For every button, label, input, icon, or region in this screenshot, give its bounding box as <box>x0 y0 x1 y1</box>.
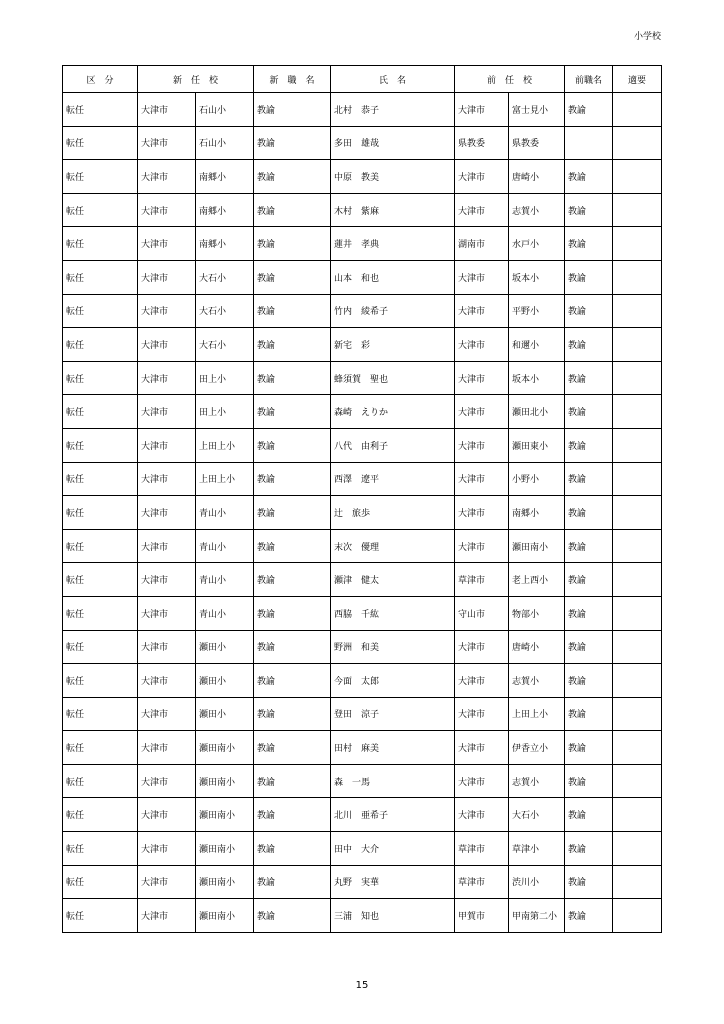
cell-prev-school: 上田上小 <box>509 697 565 731</box>
cell-prev-city: 大津市 <box>455 260 509 294</box>
cell-kubun: 転任 <box>63 596 138 630</box>
cell-new-position: 教諭 <box>254 731 331 765</box>
cell-new-position: 教諭 <box>254 563 331 597</box>
cell-prev-city: 草津市 <box>455 865 509 899</box>
cell-new-school: 石山小 <box>196 93 254 127</box>
header-new-position: 新 職 名 <box>254 66 331 93</box>
cell-prev-city: 大津市 <box>455 462 509 496</box>
cell-name: 登田 涼子 <box>331 697 455 731</box>
cell-prev-city: 大津市 <box>455 160 509 194</box>
cell-prev-position: 教諭 <box>565 764 613 798</box>
cell-name: 八代 由利子 <box>331 428 455 462</box>
cell-new-school: 南郷小 <box>196 227 254 261</box>
cell-prev-city: 大津市 <box>455 764 509 798</box>
cell-new-city: 大津市 <box>138 361 196 395</box>
cell-new-city: 大津市 <box>138 596 196 630</box>
cell-kubun: 転任 <box>63 798 138 832</box>
cell-new-school: 大石小 <box>196 294 254 328</box>
cell-new-school: 瀬田南小 <box>196 798 254 832</box>
cell-prev-city: 大津市 <box>455 664 509 698</box>
header-kubun: 区 分 <box>63 66 138 93</box>
cell-prev-position: 教諭 <box>565 395 613 429</box>
cell-prev-city: 大津市 <box>455 731 509 765</box>
cell-prev-position: 教諭 <box>565 664 613 698</box>
cell-name: 末次 優理 <box>331 529 455 563</box>
cell-new-school: 瀬田小 <box>196 630 254 664</box>
cell-note <box>613 630 662 664</box>
table-row <box>63 764 662 798</box>
cell-note <box>613 428 662 462</box>
cell-new-position: 教諭 <box>254 798 331 832</box>
cell-prev-school: 甲南第二小 <box>509 899 565 933</box>
cell-new-position: 教諭 <box>254 664 331 698</box>
cell-prev-position: 教諭 <box>565 731 613 765</box>
cell-new-school: 上田上小 <box>196 428 254 462</box>
cell-prev-city: 甲賀市 <box>455 899 509 933</box>
cell-new-position: 教諭 <box>254 193 331 227</box>
cell-name: 辻 旅歩 <box>331 496 455 530</box>
cell-new-school: 瀬田南小 <box>196 832 254 866</box>
cell-prev-city: 大津市 <box>455 93 509 127</box>
cell-new-position: 教諭 <box>254 596 331 630</box>
cell-note <box>613 596 662 630</box>
cell-new-school: 瀬田南小 <box>196 865 254 899</box>
cell-kubun: 転任 <box>63 361 138 395</box>
cell-prev-city: 草津市 <box>455 832 509 866</box>
cell-prev-position: 教諭 <box>565 697 613 731</box>
cell-prev-position: 教諭 <box>565 798 613 832</box>
table-header-row <box>63 66 662 93</box>
cell-name: 丸野 実華 <box>331 865 455 899</box>
table-row <box>63 496 662 530</box>
cell-new-city: 大津市 <box>138 764 196 798</box>
cell-prev-school: 老上西小 <box>509 563 565 597</box>
cell-new-city: 大津市 <box>138 630 196 664</box>
cell-prev-position: 教諭 <box>565 93 613 127</box>
cell-new-city: 大津市 <box>138 395 196 429</box>
cell-prev-city: 大津市 <box>455 630 509 664</box>
cell-name: 新宅 彩 <box>331 328 455 362</box>
cell-new-position: 教諭 <box>254 361 331 395</box>
cell-name: 中原 教美 <box>331 160 455 194</box>
cell-new-position: 教諭 <box>254 764 331 798</box>
cell-new-position: 教諭 <box>254 697 331 731</box>
table-row <box>63 798 662 832</box>
cell-new-position: 教諭 <box>254 899 331 933</box>
cell-new-city: 大津市 <box>138 697 196 731</box>
cell-new-school: 大石小 <box>196 328 254 362</box>
cell-name: 瀬津 健太 <box>331 563 455 597</box>
cell-name: 森崎 えりか <box>331 395 455 429</box>
cell-prev-city: 守山市 <box>455 596 509 630</box>
cell-new-city: 大津市 <box>138 260 196 294</box>
cell-new-position: 教諭 <box>254 428 331 462</box>
cell-kubun: 転任 <box>63 731 138 765</box>
cell-note <box>613 160 662 194</box>
cell-name: 竹内 綾希子 <box>331 294 455 328</box>
cell-note <box>613 731 662 765</box>
cell-note <box>613 697 662 731</box>
cell-kubun: 転任 <box>63 563 138 597</box>
table-row <box>63 529 662 563</box>
cell-name: 田中 大介 <box>331 832 455 866</box>
cell-name: 森 一馬 <box>331 764 455 798</box>
cell-new-position: 教諭 <box>254 832 331 866</box>
cell-prev-school: 瀬田南小 <box>509 529 565 563</box>
personnel-transfer-table <box>62 65 662 933</box>
cell-new-position: 教諭 <box>254 260 331 294</box>
cell-kubun: 転任 <box>63 832 138 866</box>
cell-new-school: 青山小 <box>196 596 254 630</box>
cell-note <box>613 462 662 496</box>
cell-new-school: 瀬田小 <box>196 664 254 698</box>
cell-kubun: 転任 <box>63 328 138 362</box>
cell-prev-school: 水戸小 <box>509 227 565 261</box>
cell-new-city: 大津市 <box>138 664 196 698</box>
cell-new-school: 南郷小 <box>196 193 254 227</box>
cell-prev-school: 渋川小 <box>509 865 565 899</box>
cell-kubun: 転任 <box>63 462 138 496</box>
cell-prev-school: 坂本小 <box>509 361 565 395</box>
cell-new-school: 南郷小 <box>196 160 254 194</box>
cell-kubun: 転任 <box>63 697 138 731</box>
cell-new-city: 大津市 <box>138 731 196 765</box>
cell-prev-school: 唐崎小 <box>509 630 565 664</box>
cell-prev-position: 教諭 <box>565 227 613 261</box>
cell-prev-position: 教諭 <box>565 193 613 227</box>
table-row <box>63 160 662 194</box>
cell-new-city: 大津市 <box>138 462 196 496</box>
cell-new-school: 石山小 <box>196 126 254 160</box>
cell-new-city: 大津市 <box>138 563 196 597</box>
cell-prev-school: 南郷小 <box>509 496 565 530</box>
cell-note <box>613 227 662 261</box>
cell-prev-position: 教諭 <box>565 462 613 496</box>
cell-name: 今面 太郎 <box>331 664 455 698</box>
cell-note <box>613 563 662 597</box>
cell-note <box>613 899 662 933</box>
cell-kubun: 転任 <box>63 160 138 194</box>
cell-prev-school: 小野小 <box>509 462 565 496</box>
cell-prev-position: 教諭 <box>565 596 613 630</box>
cell-new-city: 大津市 <box>138 832 196 866</box>
cell-prev-city: 大津市 <box>455 496 509 530</box>
cell-new-city: 大津市 <box>138 93 196 127</box>
table-body <box>63 93 662 933</box>
cell-prev-school: 坂本小 <box>509 260 565 294</box>
cell-new-school: 瀬田小 <box>196 697 254 731</box>
cell-prev-city: 湖南市 <box>455 227 509 261</box>
cell-new-position: 教諭 <box>254 462 331 496</box>
cell-prev-school: 物部小 <box>509 596 565 630</box>
cell-note <box>613 832 662 866</box>
table-row <box>63 193 662 227</box>
cell-note <box>613 865 662 899</box>
cell-new-position: 教諭 <box>254 630 331 664</box>
cell-new-city: 大津市 <box>138 428 196 462</box>
cell-new-school: 青山小 <box>196 563 254 597</box>
cell-prev-position: 教諭 <box>565 832 613 866</box>
header-prev-position: 前職名 <box>565 66 613 93</box>
cell-name: 西澤 遼平 <box>331 462 455 496</box>
cell-name: 木村 紫麻 <box>331 193 455 227</box>
cell-prev-school: 伊香立小 <box>509 731 565 765</box>
cell-name: 蜂須賀 聖也 <box>331 361 455 395</box>
cell-prev-position: 教諭 <box>565 328 613 362</box>
cell-prev-position <box>565 126 613 160</box>
cell-prev-city: 県教委 <box>455 126 509 160</box>
cell-kubun: 転任 <box>63 93 138 127</box>
cell-new-city: 大津市 <box>138 126 196 160</box>
cell-new-city: 大津市 <box>138 294 196 328</box>
cell-new-position: 教諭 <box>254 496 331 530</box>
table-row <box>63 93 662 127</box>
cell-new-school: 上田上小 <box>196 462 254 496</box>
cell-prev-school: 瀬田北小 <box>509 395 565 429</box>
table-row <box>63 865 662 899</box>
cell-kubun: 転任 <box>63 630 138 664</box>
cell-new-school: 大石小 <box>196 260 254 294</box>
cell-new-position: 教諭 <box>254 395 331 429</box>
cell-prev-school: 志賀小 <box>509 664 565 698</box>
table-row <box>63 563 662 597</box>
cell-new-city: 大津市 <box>138 227 196 261</box>
cell-name: 田村 麻美 <box>331 731 455 765</box>
cell-name: 北村 恭子 <box>331 93 455 127</box>
cell-kubun: 転任 <box>63 193 138 227</box>
cell-new-position: 教諭 <box>254 294 331 328</box>
cell-prev-school: 県教委 <box>509 126 565 160</box>
cell-prev-position: 教諭 <box>565 260 613 294</box>
cell-name: 蓮井 孝典 <box>331 227 455 261</box>
cell-prev-school: 志賀小 <box>509 193 565 227</box>
cell-kubun: 転任 <box>63 496 138 530</box>
school-category-label: 小学校 <box>633 32 661 42</box>
cell-new-school: 青山小 <box>196 496 254 530</box>
cell-note <box>613 529 662 563</box>
table-row <box>63 328 662 362</box>
table-row <box>63 731 662 765</box>
cell-prev-school: 草津小 <box>509 832 565 866</box>
cell-note <box>613 126 662 160</box>
cell-new-position: 教諭 <box>254 93 331 127</box>
table-row <box>63 126 662 160</box>
cell-prev-position: 教諭 <box>565 529 613 563</box>
table-row <box>63 596 662 630</box>
cell-new-school: 瀬田南小 <box>196 764 254 798</box>
table-row <box>63 294 662 328</box>
cell-new-position: 教諭 <box>254 126 331 160</box>
table-row <box>63 260 662 294</box>
cell-new-city: 大津市 <box>138 193 196 227</box>
cell-new-city: 大津市 <box>138 496 196 530</box>
cell-prev-school: 大石小 <box>509 798 565 832</box>
table-row <box>63 227 662 261</box>
cell-prev-city: 大津市 <box>455 395 509 429</box>
cell-prev-position: 教諭 <box>565 563 613 597</box>
cell-name: 北川 亜希子 <box>331 798 455 832</box>
cell-note <box>613 260 662 294</box>
header-prev-school: 前 任 校 <box>455 66 565 93</box>
cell-note <box>613 395 662 429</box>
cell-new-school: 瀬田南小 <box>196 731 254 765</box>
cell-prev-city: 大津市 <box>455 798 509 832</box>
cell-prev-city: 大津市 <box>455 193 509 227</box>
cell-prev-school: 和邇小 <box>509 328 565 362</box>
table-row <box>63 428 662 462</box>
cell-kubun: 転任 <box>63 428 138 462</box>
cell-new-city: 大津市 <box>138 798 196 832</box>
cell-prev-school: 平野小 <box>509 294 565 328</box>
cell-prev-position: 教諭 <box>565 865 613 899</box>
table-row <box>63 630 662 664</box>
cell-kubun: 転任 <box>63 529 138 563</box>
cell-prev-school: 富士見小 <box>509 93 565 127</box>
cell-note <box>613 664 662 698</box>
cell-name: 山本 和也 <box>331 260 455 294</box>
header-new-school: 新 任 校 <box>138 66 254 93</box>
header-name: 氏 名 <box>331 66 455 93</box>
cell-new-city: 大津市 <box>138 899 196 933</box>
cell-new-school: 青山小 <box>196 529 254 563</box>
header-note: 適要 <box>613 66 662 93</box>
cell-prev-position: 教諭 <box>565 496 613 530</box>
cell-prev-city: 草津市 <box>455 563 509 597</box>
cell-prev-school: 瀬田東小 <box>509 428 565 462</box>
cell-note <box>613 93 662 127</box>
cell-new-school: 田上小 <box>196 395 254 429</box>
table-row <box>63 899 662 933</box>
cell-prev-position: 教諭 <box>565 361 613 395</box>
cell-name: 三浦 知也 <box>331 899 455 933</box>
cell-new-position: 教諭 <box>254 160 331 194</box>
table-row <box>63 664 662 698</box>
cell-new-position: 教諭 <box>254 227 331 261</box>
cell-new-position: 教諭 <box>254 865 331 899</box>
cell-prev-position: 教諭 <box>565 899 613 933</box>
cell-note <box>613 328 662 362</box>
cell-new-city: 大津市 <box>138 529 196 563</box>
cell-new-city: 大津市 <box>138 328 196 362</box>
cell-prev-city: 大津市 <box>455 328 509 362</box>
table-row <box>63 395 662 429</box>
cell-name: 野洲 和美 <box>331 630 455 664</box>
cell-new-school: 瀬田南小 <box>196 899 254 933</box>
cell-prev-city: 大津市 <box>455 697 509 731</box>
cell-name: 多田 雄哉 <box>331 126 455 160</box>
cell-note <box>613 798 662 832</box>
cell-prev-school: 唐崎小 <box>509 160 565 194</box>
cell-prev-city: 大津市 <box>455 294 509 328</box>
cell-kubun: 転任 <box>63 294 138 328</box>
cell-prev-position: 教諭 <box>565 160 613 194</box>
cell-new-school: 田上小 <box>196 361 254 395</box>
cell-new-position: 教諭 <box>254 529 331 563</box>
cell-kubun: 転任 <box>63 899 138 933</box>
cell-prev-city: 大津市 <box>455 428 509 462</box>
cell-prev-position: 教諭 <box>565 428 613 462</box>
cell-new-city: 大津市 <box>138 160 196 194</box>
table-row <box>63 832 662 866</box>
table-row <box>63 462 662 496</box>
cell-new-position: 教諭 <box>254 328 331 362</box>
cell-prev-position: 教諭 <box>565 294 613 328</box>
cell-note <box>613 294 662 328</box>
cell-prev-position: 教諭 <box>565 630 613 664</box>
cell-kubun: 転任 <box>63 395 138 429</box>
cell-note <box>613 361 662 395</box>
cell-kubun: 転任 <box>63 865 138 899</box>
cell-note <box>613 496 662 530</box>
table-row <box>63 361 662 395</box>
cell-note <box>613 193 662 227</box>
table-row <box>63 697 662 731</box>
cell-prev-city: 大津市 <box>455 529 509 563</box>
cell-kubun: 転任 <box>63 126 138 160</box>
cell-kubun: 転任 <box>63 764 138 798</box>
cell-prev-city: 大津市 <box>455 361 509 395</box>
cell-name: 西脇 千紘 <box>331 596 455 630</box>
cell-kubun: 転任 <box>63 260 138 294</box>
page-number: 15 <box>355 980 369 991</box>
cell-prev-school: 志賀小 <box>509 764 565 798</box>
cell-new-city: 大津市 <box>138 865 196 899</box>
cell-note <box>613 764 662 798</box>
cell-kubun: 転任 <box>63 227 138 261</box>
cell-kubun: 転任 <box>63 664 138 698</box>
